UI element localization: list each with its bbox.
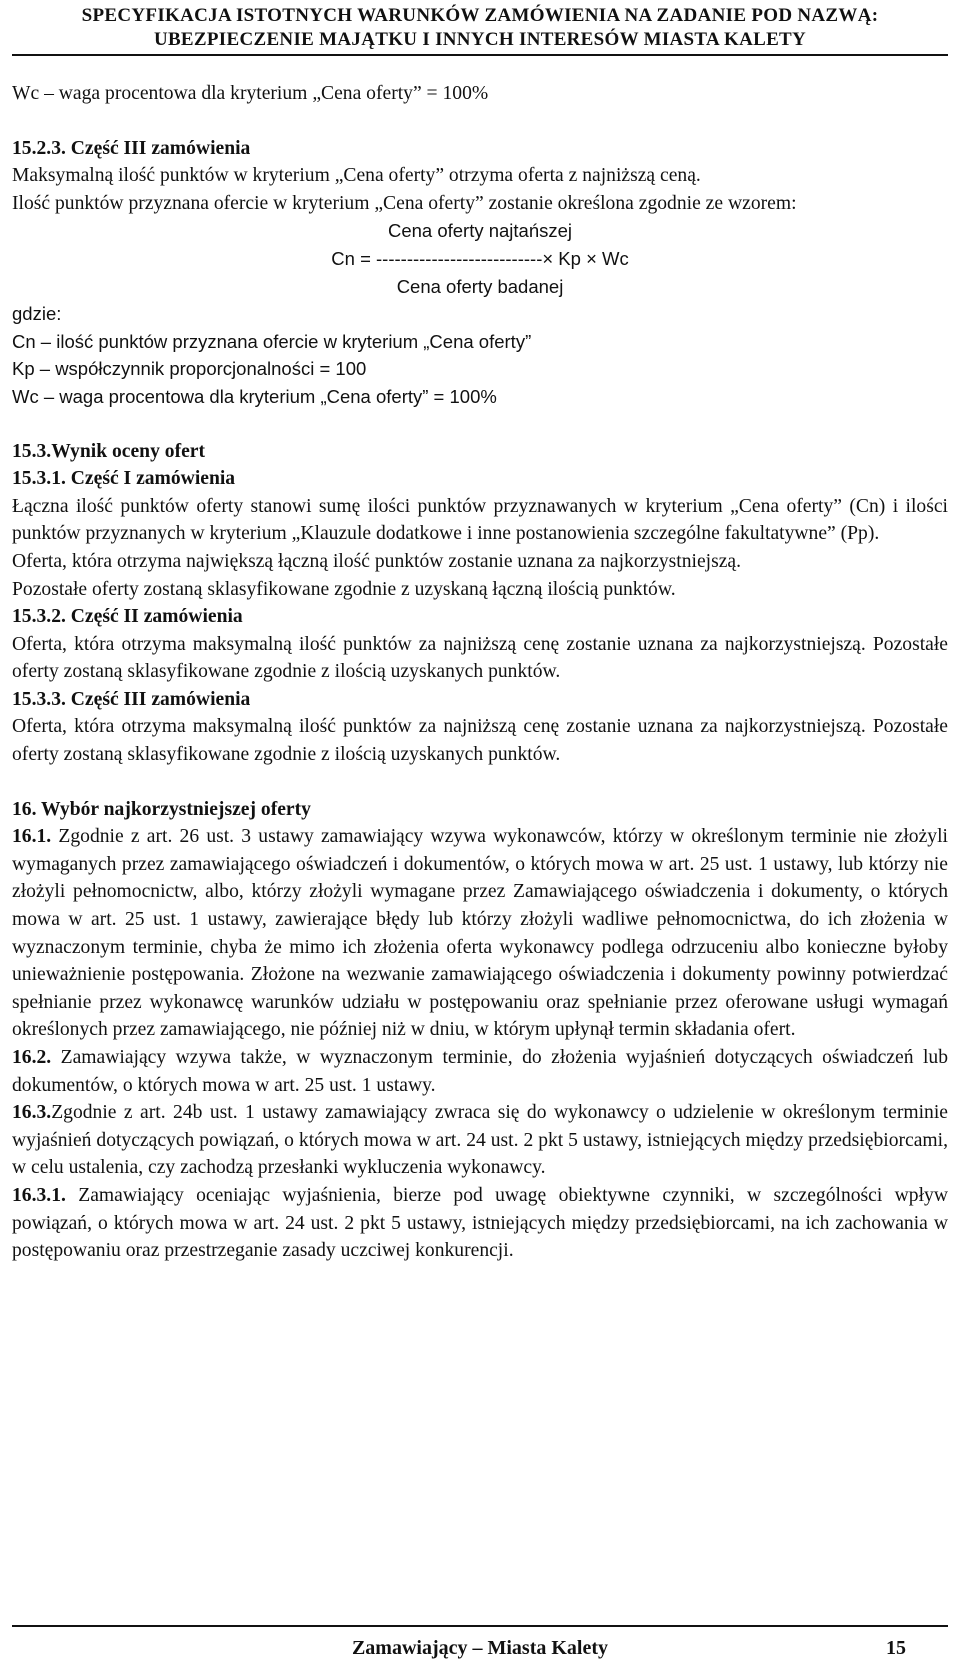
header-line-2: UBEZPIECZENIE MAJĄTKU I INNYCH INTERESÓW MIASTA KALETY xyxy=(153,29,807,50)
section-16-1-paragraph xyxy=(12,823,948,1044)
spacer xyxy=(12,108,948,135)
section-15-3-3-paragraph: Oferta, która otrzyma maksymalną ilość punktów za najniższą cenę zostanie uznana za najkorzystniejszą. Pozostałe oferty zostaną sklasyfikowane zgodnie z ilością uzyskanych punktów. xyxy=(12,716,948,766)
footer-text: Zamawiający – Miasta Kalety xyxy=(351,1637,609,1659)
section-15-3-1-title: 15.3.1. Część I zamówienia xyxy=(12,468,236,490)
formula-cn-definition: Cn – ilość punktów przyznana ofercie w kryterium „Cena oferty” xyxy=(12,330,532,352)
section-15-2-3-paragraph-1: Maksymalną ilość punktów w kryterium „Cena oferty” otrzyma oferta z najniższą ceną. xyxy=(12,165,701,187)
formula-where-label: gdzie: xyxy=(12,303,62,325)
section-15-3-1-paragraph-2: Oferta, która otrzyma największą łączną ilość punktów zostanie uznana za najkorzystniejszą. xyxy=(12,550,742,572)
formula-kp-definition: Kp – współczynnik proporcjonalności = 100 xyxy=(12,358,367,380)
section-16-1-text: Zgodnie z art. 26 ust. 3 ustawy zamawiający wzywa wykonawców, którzy w określonym terminie nie złożyli wymaganych przez zamawiającego oświadczeń i dokumentów, o których mowa w art. 25 ust. 1 ustawy, lub którzy nie złożyli pełnomocnictw, albo, którzy złożyli wymagane przez Zamawiającego oświadczenia i dokumenty, o których mowa w art. 25 ust. 1 ustawy, zawierające błędy lub którzy złożyli wadliwe pełnomocnictwa, do ich złożenia w wyznaczonym terminie, chyba że mimo ich złożenia oferta wykonawcy podlega odrzuceniu albo konieczne byłoby unieważnienie postępowania. Złożone na wezwanie zamawiającego oświadczenia i dokumenty powinny potwierdzać spełnianie przez wykonawcę warunków udziału w postępowaniu oraz spełnianie przez oferowane usługi wymagań określonych przez zamawiającego, nie później niż w dniu, w którym upłynął termin składania ofert. xyxy=(12,826,948,1041)
section-16-3-number: 16.3. xyxy=(12,1102,52,1124)
section-15-2-3-title: 15.2.3. Część III zamówienia xyxy=(12,137,251,159)
section-15-3-1-paragraph-3: Pozostałe oferty zostaną sklasyfikowane zgodnie z uzyskaną łączną ilością punktów. xyxy=(12,578,676,600)
section-15-3-2-title: 15.3.2. Część II zamówienia xyxy=(12,606,243,628)
section-15-3-3-title: 15.3.3. Część III zamówienia xyxy=(12,688,251,710)
footer-divider xyxy=(12,1625,948,1627)
page-number: 15 xyxy=(886,1637,906,1659)
section-16-3-text: Zgodnie z art. 24b ust. 1 ustawy zamawiający zwraca się do wykonawcy o udzielenie w określonym terminie wyjaśnień dotyczących powiązań, o których mowa w art. 24 ust. 2 pkt 5 ustawy, istniejących między przedsiębiorcami, w celu ustalenia, czy zachodzą przesłanki wykluczenia wykonawcy. xyxy=(12,1102,948,1179)
section-16-3-paragraph xyxy=(12,1099,948,1182)
section-15-2-3-paragraph-2: Ilość punktów przyznana ofercie w kryterium „Cena oferty” zostanie określona zgodnie ze wzorem: xyxy=(12,192,797,214)
formula-numerator: Cena oferty najtańszej xyxy=(387,220,573,242)
document-footer xyxy=(12,1630,948,1666)
section-16-3-1-paragraph xyxy=(12,1182,948,1265)
section-15-3-2-paragraph: Oferta, która otrzyma maksymalną ilość punktów za najniższą cenę zostanie uznana za najkorzystniejszą. Pozostałe oferty zostaną sklasyfikowane zgodnie z ilością uzyskanych punktów. xyxy=(12,633,948,683)
formula-denominator: Cena oferty badanej xyxy=(396,275,564,297)
header-line-1: SPECYFIKACJA ISTOTNYCH WARUNKÓW ZAMÓWIENIA NA ZADANIE POD NAZWĄ: xyxy=(81,5,879,26)
section-15-3-1-paragraph-1: Łączna ilość punktów oferty stanowi sumę ilości punktów przyznawanych w kryterium „Cena oferty” (Cn) i ilości punktów przyznanych w kryterium „Klauzule dodatkowe i inne postanowienia szczególne fakultatywne” (Pp). xyxy=(12,495,948,545)
document-header xyxy=(0,4,960,52)
formula-main: Cn = ---------------------------× Kp × Wc xyxy=(331,247,629,269)
section-16-3-1-number: 16.3.1. xyxy=(12,1184,66,1206)
section-16-2-text: Zamawiający wzywa także, w wyznaczonym terminie, do złożenia wyjaśnień dotyczących oświadczeń lub dokumentów, o których mowa w art. 25 ust. 1 ustawy. xyxy=(12,1047,948,1096)
section-16-1-number: 16.1. xyxy=(12,826,52,848)
section-15-3-title: 15.3.Wynik oceny ofert xyxy=(12,440,206,462)
document-body xyxy=(12,80,948,1265)
section-16-2-number: 16.2. xyxy=(12,1047,52,1068)
spacer xyxy=(12,769,948,796)
section-16-2-paragraph xyxy=(12,1044,948,1099)
header-divider xyxy=(12,54,948,56)
section-16-3-1-text: Zamawiający oceniając wyjaśnienia, bierze pod uwagę obiektywne czynniki, w szczególności wpływ powiązań, o których mowa w art. 24 ust. 2 pkt 5 ustawy, istniejących między przedsiębiorcami, na ich zachowania w postępowaniu oraz przestrzeganie zasady uczciwej konkurencji. xyxy=(12,1184,948,1262)
spacer xyxy=(12,411,948,438)
section-16-title: 16. Wybór najkorzystniejszej oferty xyxy=(12,798,311,820)
price-formula xyxy=(12,217,948,410)
formula-wc-definition: Wc – waga procentowa dla kryterium „Cena oferty” = 100% xyxy=(12,385,497,407)
weight-note: Wc – waga procentowa dla kryterium „Cena oferty” = 100% xyxy=(12,83,489,104)
